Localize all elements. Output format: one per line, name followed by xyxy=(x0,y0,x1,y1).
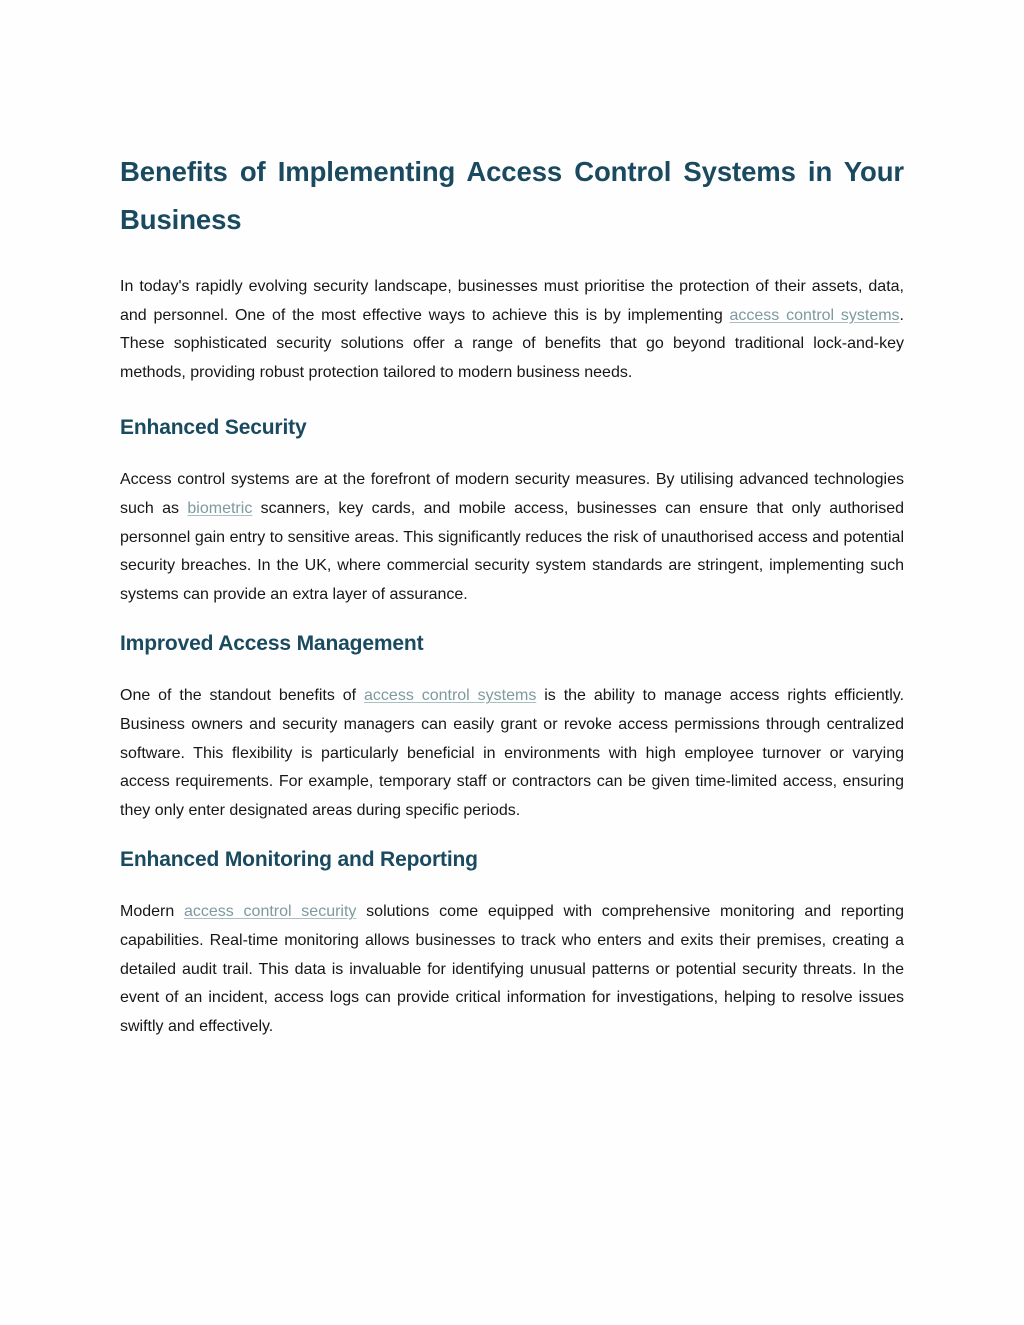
link-biometric[interactable]: biometric xyxy=(187,499,253,517)
section-paragraph-improved-access-management xyxy=(120,682,904,825)
link-access-control-security[interactable]: access control security xyxy=(184,903,357,921)
section-paragraph-enhanced-monitoring-and-reporting xyxy=(120,898,904,1041)
section-2-text-part-2: solutions come equipped with comprehensive monitoring and reporting capabilities. Real-time monitoring allows businesses to track who enters and exits their premises, creating a detailed audit trail. This data is invaluable for identifying unusual patterns or potential security threats. In the event of an incident, access logs can provide critical information for investigations, helping to resolve issues swiftly and effectively. xyxy=(120,903,904,1035)
section-improved-access-management xyxy=(120,630,904,825)
section-1-text-part-2: is the ability to manage access rights efficiently. Business owners and security managers can easily grant or revoke access permissions through centralized software. This flexibility is particularly beneficial in environments with high employee turnover or varying access requirements. For example, temporary staff or contractors can be given time-limited access, ensuring they only enter designated areas during specific periods. xyxy=(120,687,905,819)
section-2-text-part-1: Modern xyxy=(120,903,184,921)
document-content xyxy=(120,148,904,1041)
link-access-control-systems[interactable]: access control systems xyxy=(729,306,900,324)
link-access-control-systems-2[interactable]: access control systems xyxy=(364,687,537,705)
section-enhanced-monitoring-and-reporting xyxy=(120,846,904,1041)
page-title: Benefits of Implementing Access Control Systems in Your Business xyxy=(120,156,904,235)
intro-text-part-2: . These sophisticated security solutions offer a range of benefits that go beyond traditional lock-and-key methods, providing robust protection tailored to modern business needs. xyxy=(120,306,904,381)
intro-text-part-1: In today's rapidly evolving security landscape, businesses must prioritise the protection of their assets, data, and personnel. One of the most effective ways to achieve this is by implementing xyxy=(120,278,904,324)
section-enhanced-security xyxy=(120,414,904,609)
section-heading-enhanced-security: Enhanced Security xyxy=(120,416,307,440)
section-1-text-part-1: One of the standout benefits of xyxy=(120,687,365,705)
intro-paragraph xyxy=(120,273,904,387)
section-0-text-part-2: scanners, key cards, and mobile access, businesses can ensure that only authorised personnel gain entry to sensitive areas. This significantly reduces the risk of unauthorised access and potential security breaches. In the UK, where commercial security system standards are stringent, implementing such systems can provide an extra layer of assurance. xyxy=(120,499,904,603)
section-paragraph-enhanced-security xyxy=(120,466,904,609)
section-heading-enhanced-monitoring-and-reporting: Enhanced Monitoring and Reporting xyxy=(120,848,478,872)
section-heading-improved-access-management: Improved Access Management xyxy=(120,632,424,656)
section-0-text-part-1: Access control systems are at the forefront of modern security measures. By utilising advanced technologies such as xyxy=(120,471,904,517)
